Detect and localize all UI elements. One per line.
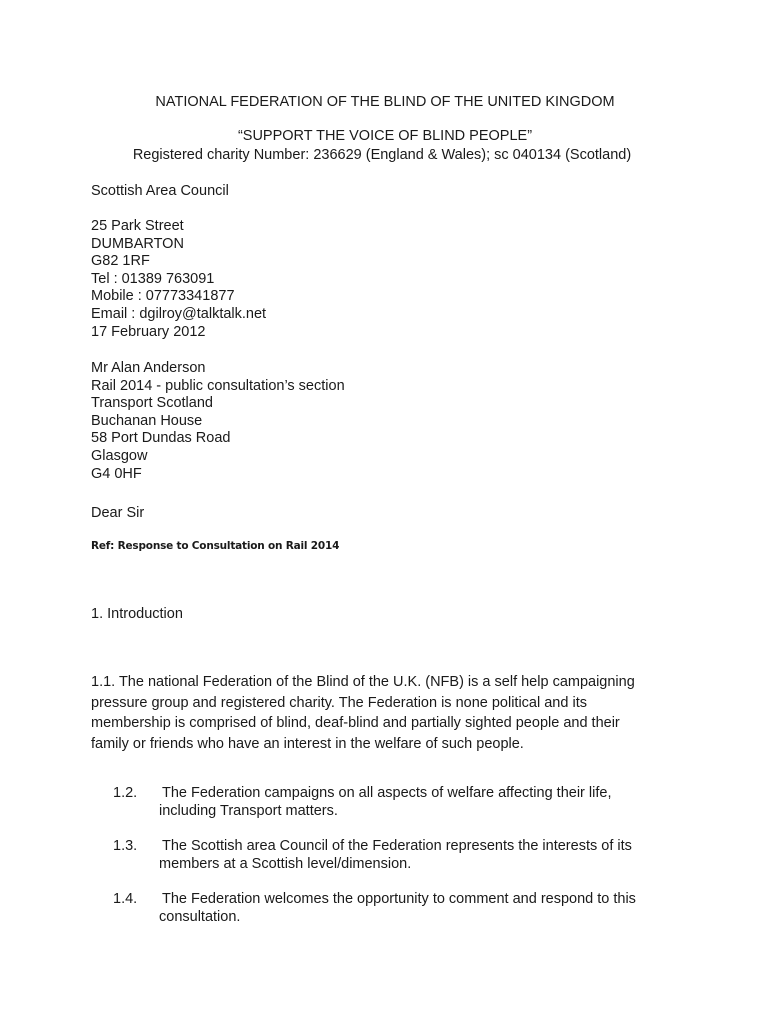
slogan: “SUPPORT THE VOICE OF BLIND PEOPLE”	[237, 128, 533, 144]
recipient-address	[91, 360, 345, 483]
recipient-line: Rail 2014 - public consultation’s section	[91, 377, 345, 394]
list-line: The Federation campaigns on all aspects of welfare affecting their life,	[162, 785, 612, 801]
list-line: including Transport matters.	[159, 802, 338, 819]
sender-address	[91, 218, 266, 341]
list-text	[159, 785, 611, 821]
organisation-title: NATIONAL FEDERATION OF THE BLIND OF THE UNITED KINGDOM	[155, 94, 615, 110]
list-number: 1.2.	[113, 785, 138, 801]
list-number: 1.4.	[113, 891, 138, 907]
paragraph-1-1	[91, 672, 635, 754]
charity-number: Registered charity Number: 236629 (England & Wales); sc 040134 (Scotland)	[132, 147, 632, 163]
reference-line: Ref: Response to Consultation on Rail 2014	[91, 540, 340, 552]
council-name: Scottish Area Council	[91, 183, 229, 199]
list-line: The Scottish area Council of the Federation represents the interests of its	[162, 838, 632, 854]
paragraph-line: pressure group and registered charity. The Federation is none political and its	[91, 694, 587, 711]
recipient-line: 58 Port Dundas Road	[91, 430, 231, 447]
salutation: Dear Sir	[91, 505, 145, 521]
sender-line: DUMBARTON	[91, 235, 184, 252]
recipient-line: Mr Alan Anderson	[91, 360, 206, 376]
section-heading: 1. Introduction	[91, 606, 183, 622]
list-number: 1.3.	[113, 838, 138, 854]
letter-date: 17 February 2012	[91, 323, 206, 340]
sender-line: G82 1RF	[91, 253, 150, 270]
list-line: consultation.	[159, 908, 241, 925]
paragraph-line: membership is comprised of blind, deaf-blind and partially sighted people and their	[91, 715, 620, 732]
sender-line: 25 Park Street	[91, 218, 184, 234]
sender-line: Mobile : 07773341877	[91, 288, 235, 305]
sender-line: Tel : 01389 763091	[91, 270, 215, 287]
sender-line: Email : dgilroy@talktalk.net	[91, 305, 267, 322]
paragraph-line: 1.1. The national Federation of the Blind of the U.K. (NFB) is a self help campaigning	[91, 674, 635, 690]
list-line: The Federation welcomes the opportunity to comment and respond to this	[162, 891, 636, 907]
recipient-line: G4 0HF	[91, 465, 142, 482]
recipient-line: Glasgow	[91, 447, 148, 464]
paragraph-line: family or friends who have an interest in the welfare of such people.	[91, 735, 524, 752]
recipient-line: Buchanan House	[91, 412, 203, 429]
list-text	[159, 891, 636, 927]
recipient-line: Transport Scotland	[91, 395, 213, 412]
list-text	[159, 838, 632, 874]
list-line: members at a Scottish level/dimension.	[159, 855, 412, 872]
